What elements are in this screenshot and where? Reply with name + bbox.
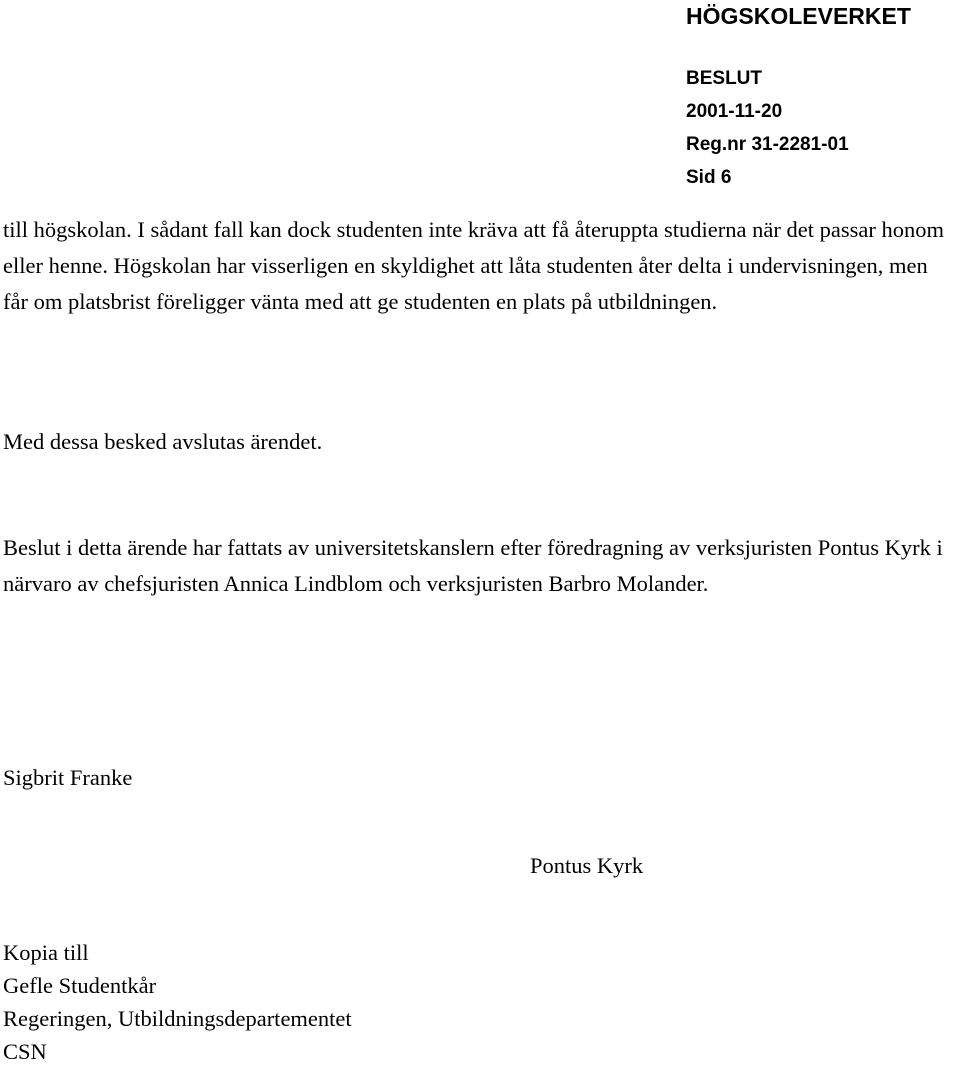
document-type: BESLUT (686, 68, 762, 89)
document-date: 2001-11-20 (686, 101, 783, 122)
copy-recipient: CSN (3, 1039, 47, 1064)
copy-list (3, 936, 352, 1068)
paragraph-decision-info: Beslut i detta ärende har fattats av universitetskanslern efter föredragning av verksjuristen Pontus Kyrk i närvaro av chefsjuristen Annica Lindblom och verksjuristen Barbro Molander. (3, 535, 943, 596)
paragraph-continuation: till högskolan. I sådant fall kan dock studenten inte kräva att få återuppta studierna när det passar honom eller henne. Högskolan har visserligen en skyldighet att låta studenten åter delta i undervisningen, men får om platsbrist föreligger vänta med att ge studenten en plats på utbildningen. (3, 217, 944, 314)
signature-name-2: Pontus Kyrk (530, 853, 644, 878)
copy-list-heading: Kopia till (3, 940, 89, 965)
paragraph-closing: Med dessa besked avslutas ärendet. (3, 429, 323, 454)
registration-number: Reg.nr 31-2281-01 (686, 134, 849, 155)
signature-name-1: Sigbrit Franke (3, 765, 133, 790)
copy-recipient: Gefle Studentkår (3, 973, 157, 998)
page-number: Sid 6 (686, 167, 732, 188)
document-meta (686, 62, 849, 194)
copy-recipient: Regeringen, Utbildningsdepartementet (3, 1006, 352, 1031)
organization-name: HÖGSKOLEVERKET (686, 3, 911, 29)
